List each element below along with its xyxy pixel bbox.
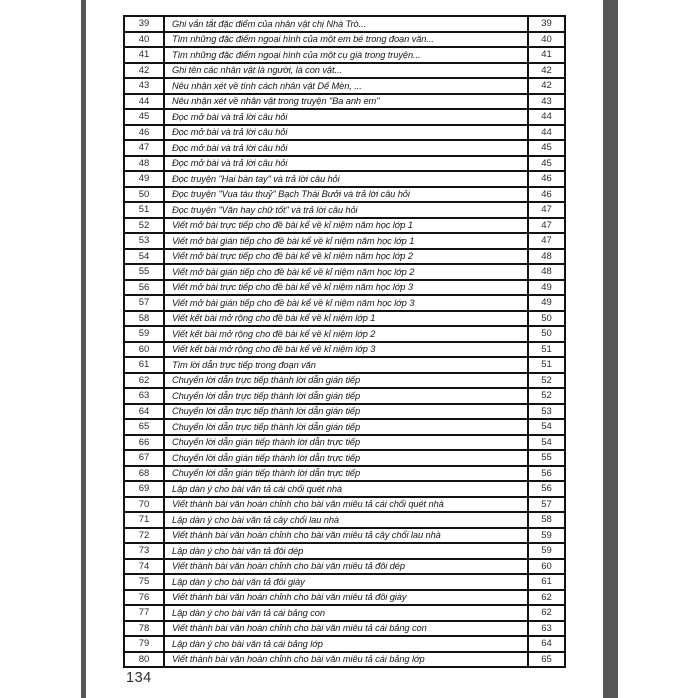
row-number-cell: 77 <box>125 606 165 620</box>
table-row <box>125 544 564 560</box>
table-row <box>125 312 564 328</box>
table-row <box>125 64 564 80</box>
row-page-cell: 42 <box>527 64 564 78</box>
row-page-cell: 39 <box>527 17 564 31</box>
row-title-cell: Viết thành bài văn hoàn chỉnh cho bài văn miêu tả cái bảng con <box>172 623 427 634</box>
row-number-cell: 68 <box>125 467 165 481</box>
row-title-cell: Tìm lời dẫn trực tiếp trong đoạn văn <box>172 359 316 370</box>
row-title-cell: Lập dàn ý cho bài văn tả đôi dép <box>172 545 304 556</box>
row-page-cell: 63 <box>527 622 564 636</box>
row-page-cell: 52 <box>527 389 564 403</box>
row-number-cell: 39 <box>125 17 165 31</box>
row-page-cell: 44 <box>527 126 564 140</box>
row-title-cell: Lập dàn ý cho bài văn tả cái bảng lớp <box>172 638 323 649</box>
row-page-cell: 48 <box>527 250 564 264</box>
row-number-cell: 43 <box>125 79 165 93</box>
table-row <box>125 389 564 405</box>
table-row <box>125 126 564 142</box>
row-title-cell: Ghi vắn tắt đặc điểm của nhân vật chị Nhà Trò... <box>172 18 366 29</box>
row-title-cell: Ghi tên các nhân vật là người, là con vật... <box>172 65 342 76</box>
row-title-cell: Nêu nhận xét về nhân vật trong truyện "Ba anh em" <box>172 96 380 107</box>
row-page-cell: 52 <box>527 374 564 388</box>
row-number-cell: 47 <box>125 141 165 155</box>
row-title-cell: Viết thành bài văn hoàn chỉnh cho bài văn miêu tả cây chổi lau nhà <box>172 530 441 541</box>
table-row <box>125 451 564 467</box>
row-page-cell: 50 <box>527 327 564 341</box>
row-number-cell: 65 <box>125 420 165 434</box>
row-title-cell: Đọc mở bài và trả lời câu hỏi <box>172 158 288 169</box>
row-number-cell: 61 <box>125 358 165 372</box>
row-title-cell: Tìm những đặc điểm ngoại hình của một em bé trong đoạn văn... <box>172 34 434 45</box>
table-row <box>125 343 564 359</box>
row-title-cell: Chuyển lời dẫn gián tiếp thành lời dẫn trực tiếp <box>172 437 361 448</box>
row-page-cell: 45 <box>527 157 564 171</box>
row-number-cell: 73 <box>125 544 165 558</box>
row-number-cell: 50 <box>125 188 165 202</box>
row-number-cell: 63 <box>125 389 165 403</box>
row-number-cell: 48 <box>125 157 165 171</box>
table-row <box>125 265 564 281</box>
row-page-cell: 47 <box>527 203 564 217</box>
table-row <box>125 358 564 374</box>
table-row <box>125 203 564 219</box>
table-row <box>125 467 564 483</box>
row-page-cell: 53 <box>527 405 564 419</box>
row-title-cell: Viết mở bài gián tiếp cho đề bài kể về kỉ niệm năm học lớp 1 <box>172 235 415 246</box>
row-number-cell: 46 <box>125 126 165 140</box>
row-title-cell: Tìm những đặc điểm ngoại hình của một cụ già trong truyện... <box>172 49 421 60</box>
row-number-cell: 56 <box>125 281 165 295</box>
row-page-cell: 61 <box>527 575 564 589</box>
row-title-cell: Viết thành bài văn hoàn chỉnh cho bài văn miêu tả cái bảng lớp <box>172 654 425 665</box>
table-row <box>125 420 564 436</box>
table-row <box>125 560 564 576</box>
row-page-cell: 56 <box>527 482 564 496</box>
row-number-cell: 57 <box>125 296 165 310</box>
footer-page-number: 134 <box>126 670 152 686</box>
row-number-cell: 58 <box>125 312 165 326</box>
row-page-cell: 40 <box>527 33 564 47</box>
row-number-cell: 75 <box>125 575 165 589</box>
table-row <box>125 405 564 421</box>
table-row <box>125 296 564 312</box>
row-page-cell: 43 <box>527 95 564 109</box>
row-page-cell: 46 <box>527 172 564 186</box>
table-row <box>125 622 564 638</box>
row-title-cell: Lập dàn ý cho bài văn tả đôi giày <box>172 576 305 587</box>
row-number-cell: 67 <box>125 451 165 465</box>
row-page-cell: 60 <box>527 560 564 574</box>
table-row <box>125 172 564 188</box>
row-title-cell: Viết mở bài trực tiếp cho đề bài kể về kỉ niệm năm học lớp 2 <box>172 251 413 262</box>
row-page-cell: 56 <box>527 467 564 481</box>
row-title-cell: Đọc mở bài và trả lời câu hỏi <box>172 142 288 153</box>
row-title-cell: Đọc truyện "Văn hay chữ tốt" và trả lời câu hỏi <box>172 204 358 215</box>
row-title-cell: Đọc mở bài và trả lời câu hỏi <box>172 111 288 122</box>
row-title-cell: Viết thành bài văn hoàn chỉnh cho bài văn miêu tả đôi dép <box>172 561 405 572</box>
row-page-cell: 44 <box>527 110 564 124</box>
table-row <box>125 637 564 653</box>
table-row <box>125 17 564 33</box>
row-number-cell: 72 <box>125 529 165 543</box>
row-page-cell: 62 <box>527 591 564 605</box>
row-page-cell: 54 <box>527 420 564 434</box>
row-page-cell: 41 <box>527 48 564 62</box>
row-title-cell: Đọc truyện "Hai bàn tay" và trả lời câu hỏi <box>172 173 340 184</box>
row-title-cell: Viết kết bài mở rộng cho đề bài kể về kỉ niệm lớp 3 <box>172 344 376 355</box>
row-number-cell: 49 <box>125 172 165 186</box>
table-row <box>125 436 564 452</box>
table-row <box>125 250 564 266</box>
row-number-cell: 69 <box>125 482 165 496</box>
row-page-cell: 51 <box>527 358 564 372</box>
row-number-cell: 41 <box>125 48 165 62</box>
table-row <box>125 281 564 297</box>
row-number-cell: 64 <box>125 405 165 419</box>
row-number-cell: 66 <box>125 436 165 450</box>
row-number-cell: 51 <box>125 203 165 217</box>
row-title-cell: Chuyển lời dẫn gián tiếp thành lời dẫn trực tiếp <box>172 468 361 479</box>
table-row <box>125 591 564 607</box>
row-title-cell: Đọc truyện "Vua tàu thuỷ" Bạch Thái Bưởi và trả lời câu hỏi <box>172 189 410 200</box>
table-row <box>125 234 564 250</box>
row-title-cell: Lập dàn ý cho bài văn tả cái chổi quét nhà <box>172 483 342 494</box>
table-row <box>125 95 564 111</box>
row-title-cell: Lập dàn ý cho bài văn tả cái bảng con <box>172 607 325 618</box>
row-number-cell: 78 <box>125 622 165 636</box>
table-row <box>125 79 564 95</box>
row-page-cell: 54 <box>527 436 564 450</box>
table-row <box>125 157 564 173</box>
scan-edge-band-left <box>81 0 86 698</box>
row-number-cell: 53 <box>125 234 165 248</box>
table-row <box>125 606 564 622</box>
row-number-cell: 62 <box>125 374 165 388</box>
row-title-cell: Viết mở bài gián tiếp cho đề bài kể về kỉ niệm năm học lớp 3 <box>172 297 415 308</box>
table-row <box>125 374 564 390</box>
table-row <box>125 482 564 498</box>
row-page-cell: 57 <box>527 498 564 512</box>
row-page-cell: 48 <box>527 265 564 279</box>
table-row <box>125 575 564 591</box>
row-number-cell: 54 <box>125 250 165 264</box>
row-number-cell: 80 <box>125 653 165 667</box>
row-title-cell: Đọc mở bài và trả lời câu hỏi <box>172 127 288 138</box>
row-page-cell: 50 <box>527 312 564 326</box>
row-title-cell: Nêu nhận xét về tính cách nhân vật Dế Mèn, ... <box>172 80 362 91</box>
row-title-cell: Chuyển lời dẫn trực tiếp thành lời dẫn gián tiếp <box>172 390 361 401</box>
table-row <box>125 141 564 157</box>
row-title-cell: Viết mở bài trực tiếp cho đề bài kể về kỉ niệm năm học lớp 3 <box>172 282 413 293</box>
row-title-cell: Viết mở bài trực tiếp cho đề bài kể về kỉ niệm năm học lớp 1 <box>172 220 413 231</box>
table-row <box>125 110 564 126</box>
row-number-cell: 60 <box>125 343 165 357</box>
row-page-cell: 42 <box>527 79 564 93</box>
table-row <box>125 513 564 529</box>
row-page-cell: 45 <box>527 141 564 155</box>
row-title-cell: Chuyển lời dẫn trực tiếp thành lời dẫn gián tiếp <box>172 421 361 432</box>
table-of-contents <box>123 15 566 668</box>
table-row <box>125 529 564 545</box>
table-row <box>125 219 564 235</box>
row-page-cell: 58 <box>527 513 564 527</box>
row-title-cell: Viết mở bài gián tiếp cho đề bài kể về kỉ niệm năm học lớp 2 <box>172 266 415 277</box>
row-page-cell: 62 <box>527 606 564 620</box>
row-number-cell: 40 <box>125 33 165 47</box>
row-title-cell: Chuyển lời dẫn gián tiếp thành lời dẫn trực tiếp <box>172 452 361 463</box>
row-title-cell: Chuyển lời dẫn trực tiếp thành lời dẫn gián tiếp <box>172 406 361 417</box>
row-title-cell: Viết thành bài văn hoàn chỉnh cho bài văn miêu tả đôi giày <box>172 592 407 603</box>
table-row <box>125 48 564 64</box>
row-number-cell: 76 <box>125 591 165 605</box>
row-title-cell: Viết kết bài mở rộng cho đề bài kể về kỉ niệm lớp 1 <box>172 313 376 324</box>
row-page-cell: 59 <box>527 544 564 558</box>
row-page-cell: 55 <box>527 451 564 465</box>
row-number-cell: 74 <box>125 560 165 574</box>
row-number-cell: 79 <box>125 637 165 651</box>
table-row <box>125 498 564 514</box>
table-row <box>125 188 564 204</box>
table-row <box>125 33 564 49</box>
table-row <box>125 653 564 669</box>
row-page-cell: 64 <box>527 637 564 651</box>
row-page-cell: 46 <box>527 188 564 202</box>
row-number-cell: 71 <box>125 513 165 527</box>
row-page-cell: 49 <box>527 296 564 310</box>
row-page-cell: 47 <box>527 234 564 248</box>
row-number-cell: 59 <box>125 327 165 341</box>
table-row <box>125 327 564 343</box>
row-page-cell: 47 <box>527 219 564 233</box>
row-page-cell: 51 <box>527 343 564 357</box>
row-page-cell: 65 <box>527 653 564 667</box>
row-number-cell: 52 <box>125 219 165 233</box>
row-number-cell: 70 <box>125 498 165 512</box>
row-number-cell: 55 <box>125 265 165 279</box>
scan-edge-band-right <box>603 0 618 698</box>
row-title-cell: Lập dàn ý cho bài văn tả cây chổi lau nhà <box>172 514 339 525</box>
row-title-cell: Chuyển lời dẫn trực tiếp thành lời dẫn gián tiếp <box>172 375 361 386</box>
row-title-cell: Viết kết bài mở rộng cho đề bài kể về kỉ niệm lớp 2 <box>172 328 376 339</box>
row-title-cell: Viết thành bài văn hoàn chỉnh cho bài văn miêu tả cái chổi quét nhà <box>172 499 444 510</box>
row-number-cell: 42 <box>125 64 165 78</box>
row-page-cell: 49 <box>527 281 564 295</box>
row-number-cell: 44 <box>125 95 165 109</box>
row-number-cell: 45 <box>125 110 165 124</box>
row-page-cell: 59 <box>527 529 564 543</box>
